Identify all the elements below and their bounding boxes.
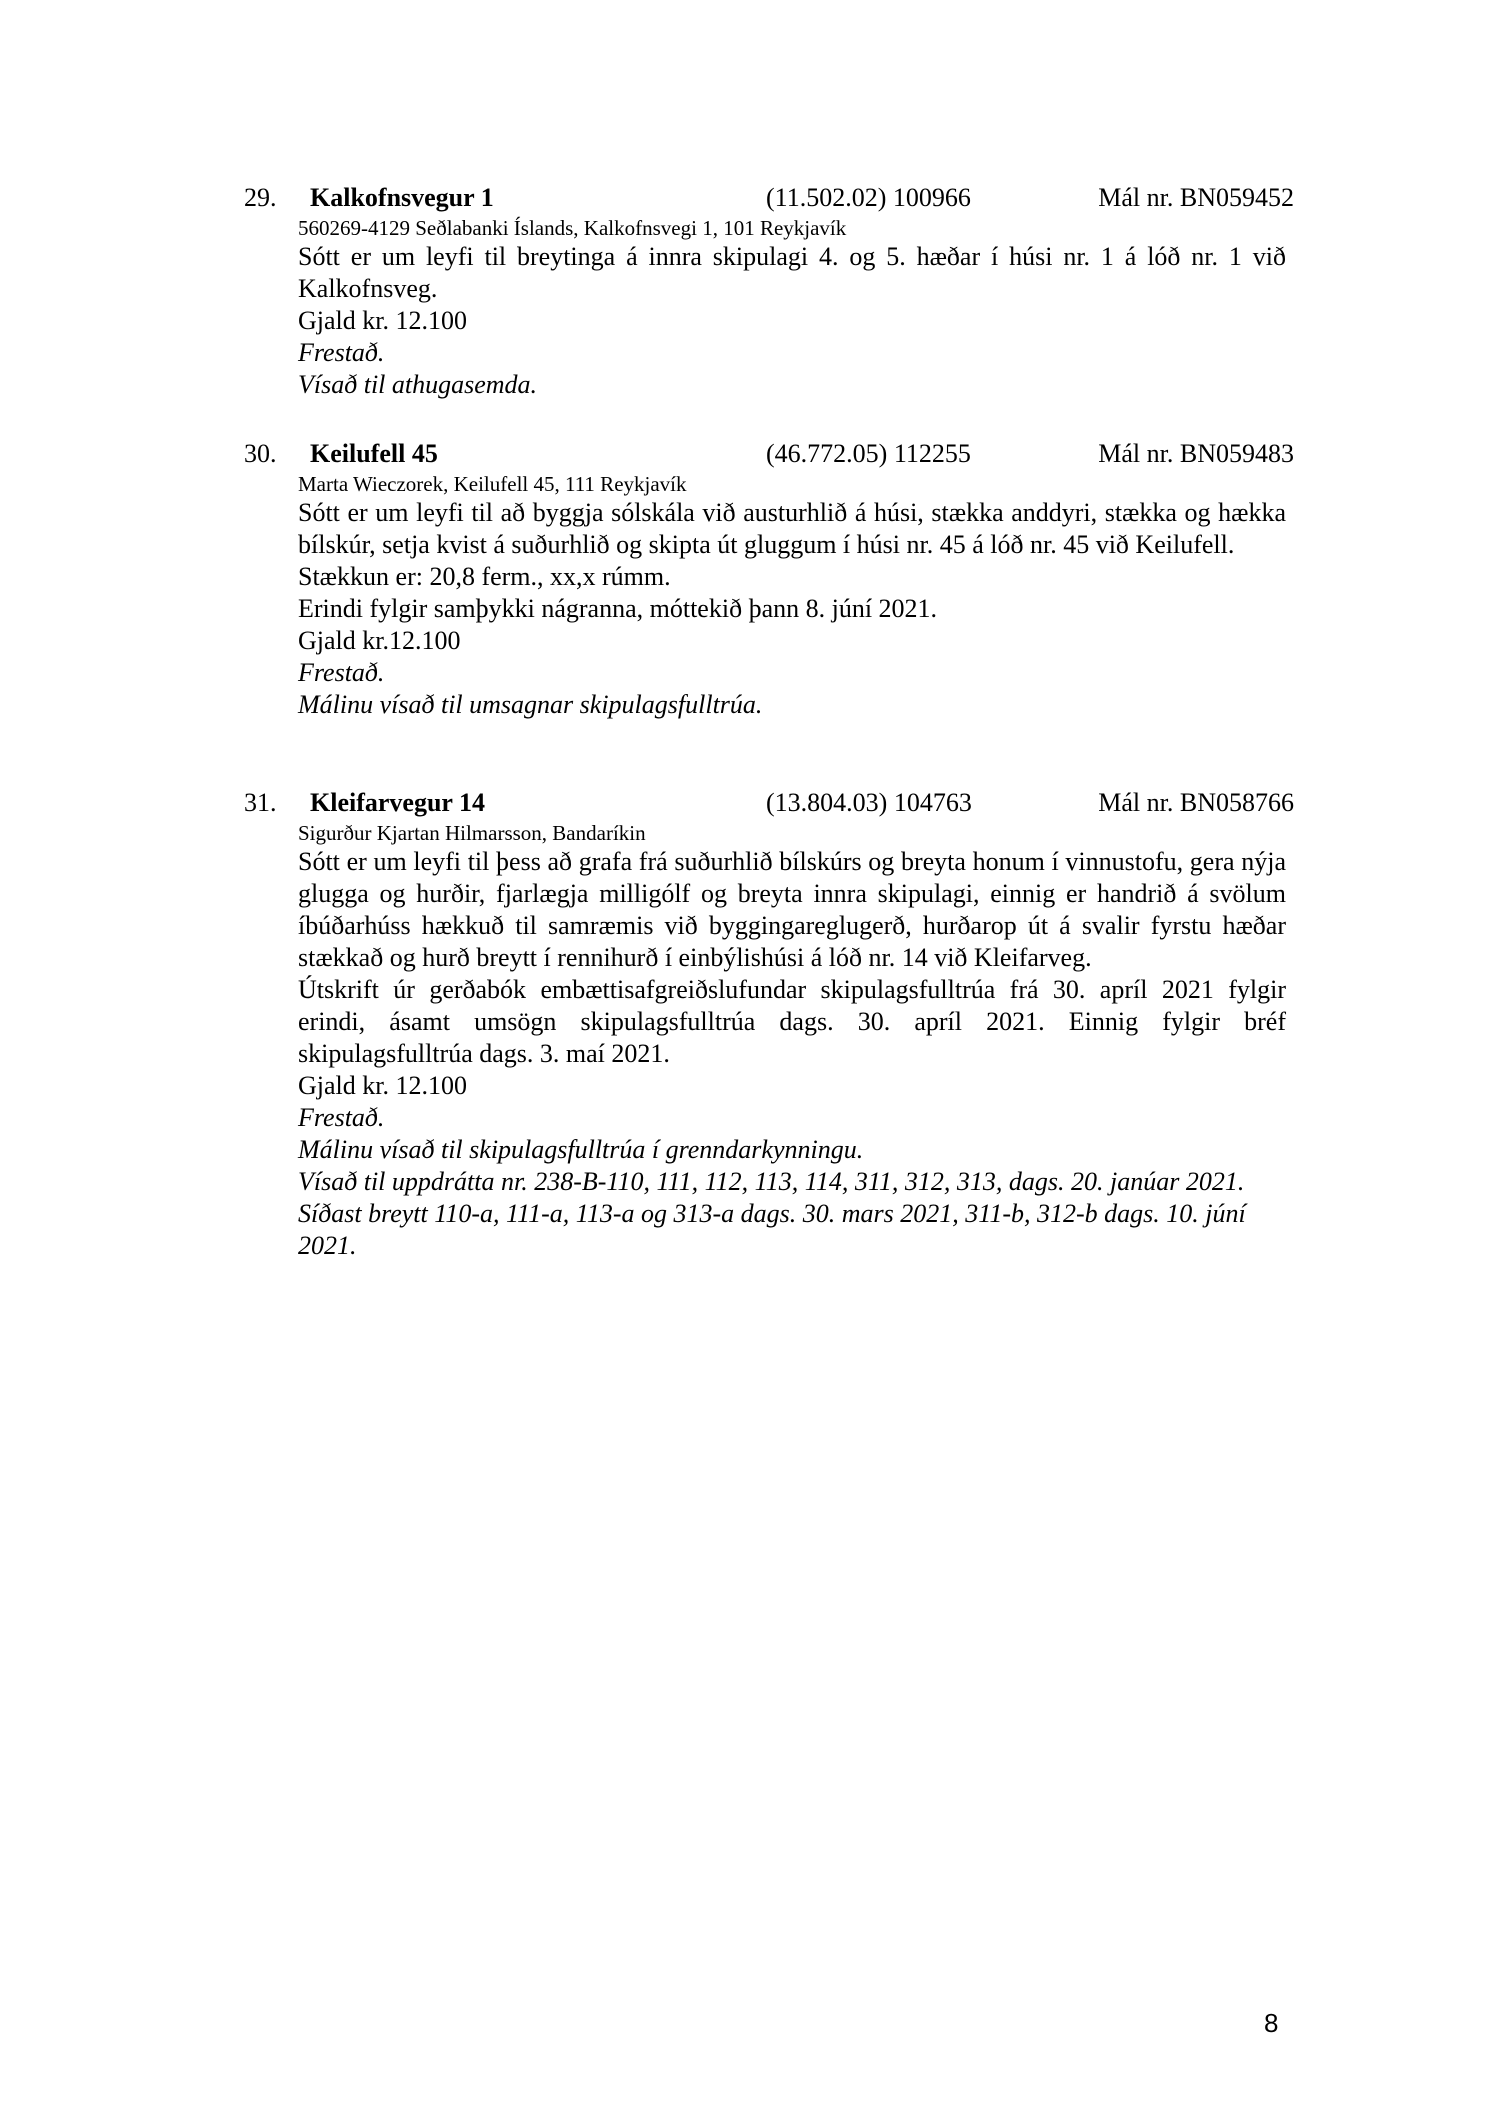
- entry-fee: Gjald kr.12.100: [298, 626, 461, 655]
- entry-decision: Frestað.: [298, 338, 385, 367]
- entry-land-number: (46.772.05) 112255: [766, 439, 971, 468]
- entry-case-number: Mál nr. BN058766: [1098, 788, 1294, 817]
- entry-body: [298, 471, 1286, 721]
- entry-referral: Málinu vísað til umsagnar skipulagsfulltrúa.: [298, 690, 763, 719]
- entry-referral: Málinu vísað til skipulagsfulltrúa í grenndarkynningu.: [298, 1135, 864, 1164]
- entry-description: Sótt er um leyfi til breytinga á innra skipulagi 4. og 5. hæðar í húsi nr. 1 á lóð nr. 1 við Kalkofnsveg.: [298, 242, 1286, 303]
- entry-extract: Útskrift úr gerðabók embættisafgreiðslufundar skipulagsfulltrúa frá 30. apríl 2021 fylgir erindi, ásamt umsögn skipulagsfulltrúa dags. 30. apríl 2021. Einnig fylgir bréf skipulagsfulltrúa dags. 3. maí 2021.: [298, 975, 1286, 1068]
- entry-referral: Vísað til athugasemda.: [298, 370, 538, 399]
- entry-land-number: (13.804.03) 104763: [766, 788, 972, 817]
- entry-case-number: Mál nr. BN059483: [1098, 439, 1294, 468]
- entry-street: Kalkofnsvegur 1: [310, 183, 494, 212]
- entry-fee: Gjald kr. 12.100: [298, 306, 467, 335]
- entry-number: 30.: [244, 439, 277, 468]
- entry-header: [244, 786, 1294, 820]
- entry-case-number: Mál nr. BN059452: [1098, 183, 1294, 212]
- entry-description: Sótt er um leyfi til að byggja sólskála við austurhlið á húsi, stækka anddyri, stækka og hækka bílskúr, setja kvist á suðurhlið og skipta út gluggum í húsi nr. 45 á lóð nr. 45 við Keilufell.: [298, 498, 1286, 559]
- entry-enlargement: Stækkun er: 20,8 ferm., xx,x rúmm.: [298, 562, 671, 591]
- case-entry-29: [244, 181, 1294, 401]
- entry-number: 31.: [244, 788, 277, 817]
- entry-header: [244, 437, 1294, 471]
- entry-street: Kleifarvegur 14: [310, 788, 485, 817]
- entry-applicant: Marta Wieczorek, Keilufell 45, 111 Reykjavík: [298, 472, 687, 496]
- entry-decision: Frestað.: [298, 658, 385, 687]
- entry-decision: Frestað.: [298, 1103, 385, 1132]
- case-entry-31: [244, 786, 1294, 1262]
- entry-fee: Gjald kr. 12.100: [298, 1071, 467, 1100]
- entry-last-revised: Síðast breytt 110-a, 111-a, 113-a og 313-a dags. 30. mars 2021, 311-b, 312-b dags. 10. júní 2021.: [298, 1199, 1246, 1260]
- entry-land-number: (11.502.02) 100966: [766, 183, 971, 212]
- entry-applicant: Sigurður Kjartan Hilmarsson, Bandaríkin: [298, 821, 646, 845]
- entry-applicant: 560269-4129 Seðlabanki Íslands, Kalkofnsvegi 1, 101 Reykjavík: [298, 216, 847, 240]
- entry-header: [244, 181, 1294, 215]
- entry-drawings: Vísað til uppdrátta nr. 238-B-110, 111, 112, 113, 114, 311, 312, 313, dags. 20. janúar 2021.: [298, 1167, 1245, 1196]
- page-number: 8: [1264, 2008, 1279, 2038]
- entry-neighbour-consent: Erindi fylgir samþykki nágranna, móttekið þann 8. júní 2021.: [298, 594, 938, 623]
- case-entry-30: [244, 437, 1294, 721]
- entry-description: Sótt er um leyfi til þess að grafa frá suðurhlið bílskúrs og breyta honum í vinnustofu, gera nýja glugga og hurðir, fjarlægja milligólf og breyta innra skipulagi, einnig er handrið á svölum íbúðarhúss hækkuð til samræmis við byggingareglugerð, hurðarop út á svalir fyrstu hæðar stækkað og hurð breytt í rennihurð í einbýlishúsi á lóð nr. 14 við Kleifarveg.: [298, 847, 1286, 972]
- entry-body: [298, 820, 1286, 1262]
- entry-street: Keilufell 45: [310, 439, 438, 468]
- entry-body: [298, 215, 1286, 401]
- entry-number: 29.: [244, 183, 277, 212]
